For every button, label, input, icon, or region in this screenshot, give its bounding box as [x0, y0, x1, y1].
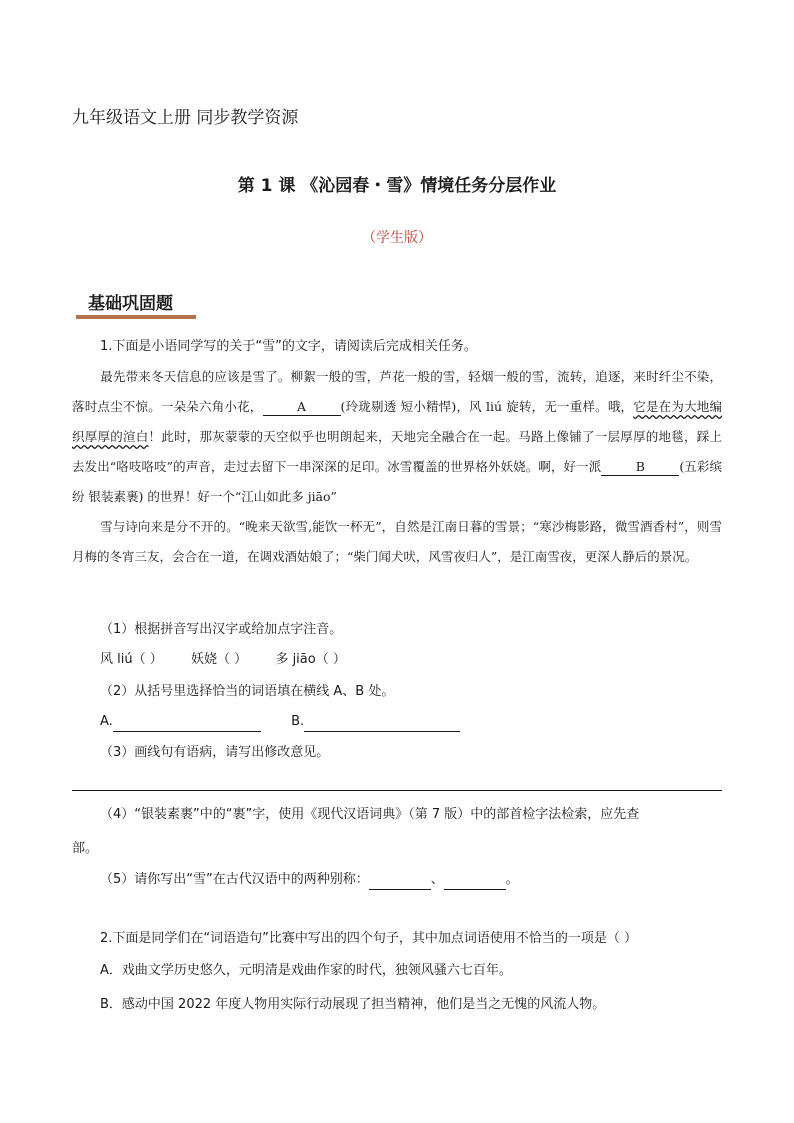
- answer-line-sub-3[interactable]: [72, 790, 722, 791]
- sub-question-1: （1）根据拼音写出汉字或给加点字注音。: [100, 622, 343, 637]
- sub-question-2: （2）从括号里选择恰当的词语填在横线 A、B 处。: [100, 684, 395, 699]
- answer-line-a[interactable]: [113, 717, 261, 732]
- sub-question-2-answers: [100, 712, 460, 732]
- document-header: 九年级语文上册 同步教学资源: [72, 108, 299, 128]
- question-1-passage-1: [72, 362, 722, 512]
- passage-text: ！此时，那灰蒙蒙的天空似乎也明朗起来，天地完全融合在一起。马路上像铺了一层厚厚的地毯，踩上去发出“咯吱咯吱”的声音，走过去留下一串深深的足印。冰雪覆盖的世界格外妖娆。啊，好一派: [72, 429, 722, 474]
- answer-line-b[interactable]: [304, 717, 460, 732]
- question-1-prompt: 1.下面是小语同学写的关于“雪”的文字，请阅读后完成相关任务。: [100, 339, 477, 354]
- blank-a[interactable]: A: [263, 399, 341, 416]
- question-2-option-b: B．感动中国 2022 年度人物用实际行动展现了担当精神，他们是当之无愧的风流人物。: [100, 997, 606, 1012]
- period: 。: [505, 872, 519, 887]
- answer-slot-yao-rao[interactable]: 妖娆（ ）: [191, 652, 248, 667]
- section-underline: [76, 315, 196, 319]
- passage-text: (五彩缤纷 银装素裹) 的世界！好一个“江山如此多 jiāo”: [72, 459, 722, 504]
- sub-question-4-line-2: 部。: [72, 841, 99, 856]
- question-2-option-a: A．戏曲文学历史悠久，元明清是戏曲作家的时代，独领风骚六七百年。: [100, 963, 512, 978]
- answer-slot-duo-jiao[interactable]: 多 jiāo（ ）: [275, 652, 346, 667]
- question-2-prompt: 2.下面是同学们在“词语造句”比赛中写出的四个句子，其中加点词语使用不恰当的一项是（ ）: [100, 931, 638, 946]
- blank-b[interactable]: B: [601, 459, 679, 476]
- sub-question-5-text: （5）请你写出“雪”在古代汉语中的两种别称：: [100, 872, 369, 887]
- sub-question-1-items: [100, 650, 346, 670]
- separator: 、: [430, 872, 444, 887]
- answer-line-alias-2[interactable]: [444, 875, 506, 890]
- answer-label-a: A.: [100, 714, 113, 729]
- sub-question-3: （3）画线句有语病，请写出修改意见。: [100, 745, 330, 760]
- section-heading: [76, 289, 196, 319]
- edition-label: （学生版）: [362, 230, 432, 246]
- section-heading-text: 基础巩固题: [88, 294, 173, 314]
- sub-question-5: [100, 870, 519, 890]
- lesson-title: 第 1 课 《沁园春・雪》情境任务分层作业: [237, 176, 557, 196]
- passage-text: (玲珑剔透 短小精悍)，风 liú 旋转，无一重样。哦，: [340, 399, 634, 414]
- passage-text: 最先带来冬天信息的应该是雪了。柳絮一般的雪，芦花一般的雪，轻烟一般的雪，流转，追逐，来时纤尘不染，落时点尘不惊。一朵朵六角小花，: [72, 369, 722, 414]
- wavy-underlined-sentence: 它是在为大地编织厚厚的渲白: [72, 399, 722, 444]
- answer-line-alias-1[interactable]: [369, 875, 431, 890]
- passage-text: 雪与诗向来是分不开的。“晚来天欲雪,能饮一杯无”，自然是江南日暮的雪景；“寒沙梅影路，微雪酒香村”，则雪月梅的冬宵三友，会合在一道，在调戏酒姑娘了；“柴门闻犬吠，风雪夜归人”，是江南雪夜，更深人静后的景况。: [72, 519, 722, 564]
- question-1-passage-2: [72, 512, 722, 572]
- answer-label-b: B.: [291, 714, 305, 729]
- sub-question-4-line-1: （4）“银装素裹”中的“裹”字，使用《现代汉语词典》（第 7 版）中的部首检字法检索，应先查: [100, 807, 640, 822]
- answer-slot-feng-liu[interactable]: 风 liú（ ）: [100, 652, 163, 667]
